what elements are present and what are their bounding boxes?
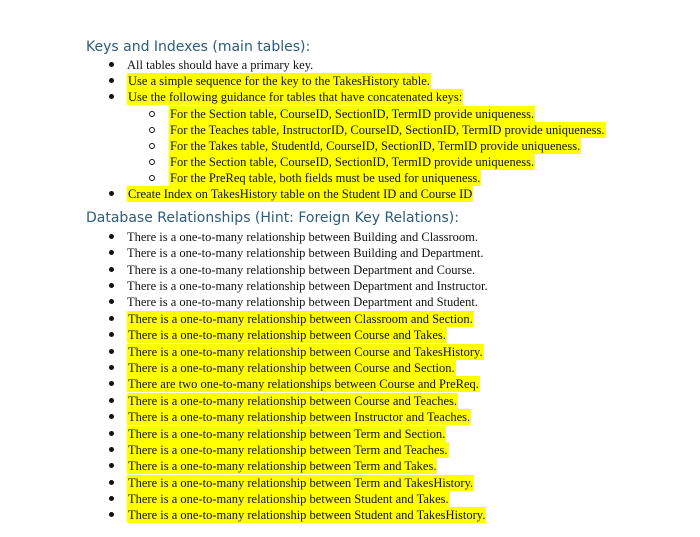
list-item-text: There is a one-to-many relationship between Term and Section. [128,427,446,441]
list-item-text: There is a one-to-many relationship between Course and TakesHistory. [128,345,483,359]
sub-list-item-text: For the Section table, CourseID, SectionID, TermID provide uniqueness. [170,107,535,121]
bullet-icon [106,442,120,458]
list-item-text: There is a one-to-many relationship between Student and Takes. [128,492,449,506]
list-item-text: There is a one-to-many relationship between Department and Instructor. [127,279,488,293]
bullet-icon [106,376,120,392]
list-item-text: There is a one-to-many relationship between Term and Teaches. [128,443,448,457]
list-item-text: There is a one-to-many relationship between Course and Section. [128,361,455,375]
sub-list-item-text: For the Section table, CourseID, SectionID, TermID provide uniqueness. [170,155,535,169]
keys-indexes-heading: Keys and Indexes (main tables): [86,39,311,55]
list-item-text: There is a one-to-many relationship between Term and TakesHistory. [128,476,474,490]
list-item-text: There is a one-to-many relationship between Department and Student. [127,295,478,309]
circle-bullet-icon [146,106,160,122]
bullet-icon [106,491,120,507]
list-item-text: There is a one-to-many relationship between Building and Department. [127,246,484,260]
list-item-text: There is a one-to-many relationship between Course and Takes. [128,328,446,342]
bullet-icon [106,475,120,491]
bullet-icon [106,278,120,294]
bullet-icon [106,262,120,278]
list-item-text: There is a one-to-many relationship between Building and Classroom. [127,230,478,244]
circle-bullet-icon [146,122,160,138]
bullet-icon [106,294,120,310]
list-item-text: There is a one-to-many relationship between Course and Teaches. [128,394,457,408]
list-item-text: There is a one-to-many relationship between Instructor and Teaches. [128,410,471,424]
bullet-icon [106,186,120,202]
bullet-icon [106,393,120,409]
relationships-heading: Database Relationships (Hint: Foreign Key Relations): [86,210,459,226]
list-item-text: Use the following guidance for tables that have concatenated keys: [128,90,463,104]
bullet-icon [106,245,120,261]
bullet-icon [106,426,120,442]
circle-bullet-icon [146,154,160,170]
circle-bullet-icon [146,138,160,154]
sub-list-item-text: For the PreReq table, both fields must be used for uniqueness. [170,171,481,185]
list-item-text: There are two one-to-many relationships between Course and PreReq. [128,377,479,391]
bullet-icon [106,458,120,474]
bullet-icon [106,311,120,327]
circle-bullet-icon [146,170,160,186]
sub-list-item-text: For the Teaches table, InstructorID, CourseID, SectionID, TermID provide uniqueness. [170,123,605,137]
list-item-text: There is a one-to-many relationship between Student and TakesHistory. [128,508,486,522]
sub-list-item-text: For the Takes table, StudentId, CourseID, SectionID, TermID provide uniqueness. [170,139,581,153]
bullet-icon [106,327,120,343]
bullet-icon [106,89,120,105]
bullet-icon [106,507,120,523]
bullet-icon [106,360,120,376]
list-item-text: All tables should have a primary key. [127,58,314,72]
bullet-icon [106,344,120,360]
bullet-icon [106,229,120,245]
bullet-icon [106,409,120,425]
bullet-icon [106,73,120,89]
list-item-text: There is a one-to-many relationship between Term and Takes. [128,459,437,473]
list-item-text: Use a simple sequence for the key to the TakesHistory table. [128,74,430,88]
list-item-text: Create Index on TakesHistory table on the Student ID and Course ID [128,187,473,201]
bullet-icon [106,57,120,73]
list-item-text: There is a one-to-many relationship between Department and Course. [127,263,476,277]
list-item-text: There is a one-to-many relationship between Classroom and Section. [128,312,473,326]
